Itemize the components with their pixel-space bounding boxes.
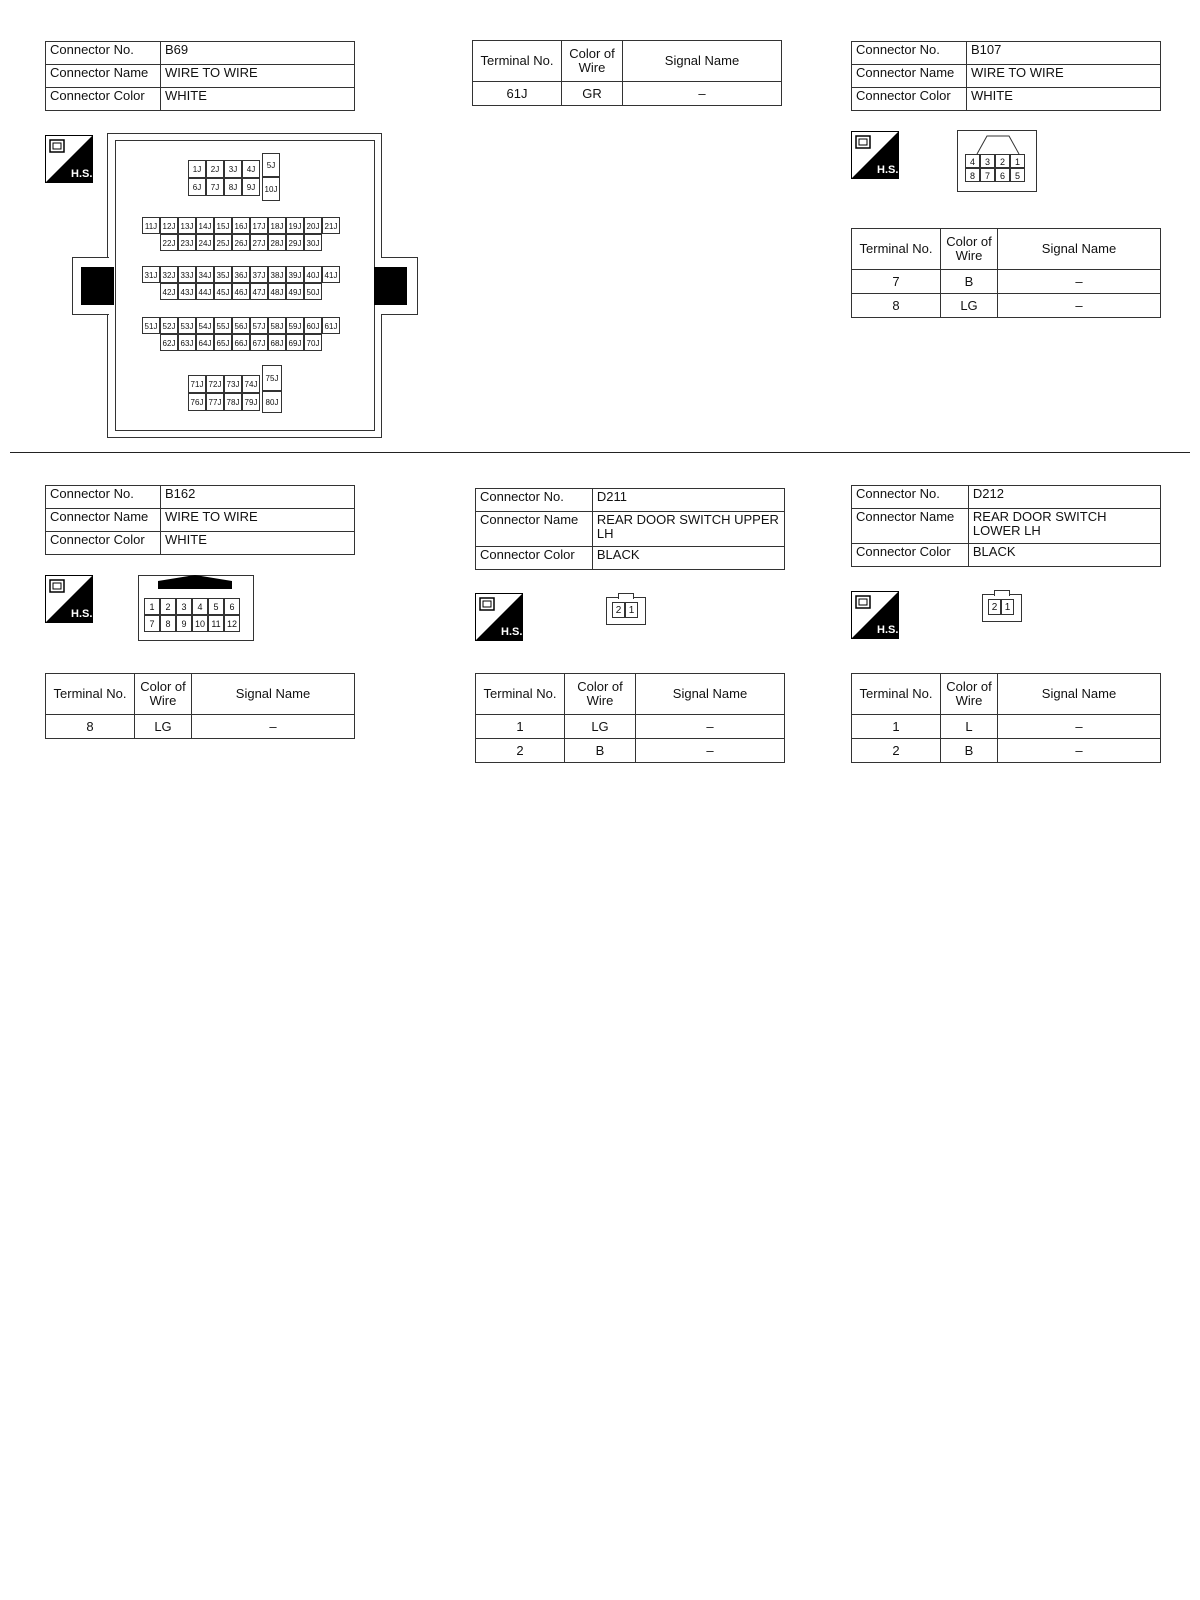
terminal-pin: 18J (268, 217, 286, 234)
terminal-pin: 7J (206, 178, 224, 196)
terminal-pin: 7 (980, 168, 995, 182)
terminal-pin: 8 (965, 168, 980, 182)
header-signal-name: Signal Name (998, 674, 1161, 715)
terminal-pin: 49J (286, 283, 304, 300)
terminal-pin: 5 (1010, 168, 1025, 182)
terminal-pin: 16J (232, 217, 250, 234)
terminal-pin: 10J (262, 177, 280, 201)
terminal-pin: 13J (178, 217, 196, 234)
harness-side-icon (475, 593, 523, 641)
connector-no-value: B69 (161, 42, 355, 65)
terminal-pin: 2 (160, 598, 176, 615)
harness-side-icon (851, 591, 899, 639)
terminal-pin: 37J (250, 266, 268, 283)
b69-connector-info (45, 41, 355, 111)
header-terminal-no: Terminal No. (852, 674, 941, 715)
terminal-pin: 7 (144, 615, 160, 632)
terminal-pin: 12J (160, 217, 178, 234)
wire-color-cell: LG (941, 294, 998, 318)
wire-color-cell: L (941, 715, 998, 739)
connector-color-value: WHITE (161, 88, 355, 111)
terminal-pin: 38J (268, 266, 286, 283)
terminal-pin: 41J (322, 266, 340, 283)
terminal-pin: 51J (142, 317, 160, 334)
terminal-pin: 1 (1001, 599, 1014, 615)
terminal-pin: 39J (286, 266, 304, 283)
header-signal-name: Signal Name (636, 674, 785, 715)
connector-no-value: B107 (967, 42, 1161, 65)
label-connector-name: Connector Name (46, 509, 161, 532)
terminal-pin: 46J (232, 283, 250, 300)
terminal-pin: 44J (196, 283, 214, 300)
terminal-pin: 12 (224, 615, 240, 632)
terminal-pin: 4 (965, 154, 980, 168)
connector-no-value: D212 (968, 486, 1160, 509)
svg-text:H.S.: H.S. (877, 164, 899, 176)
terminal-cell: 1 (852, 715, 941, 739)
connector-color-value: BLACK (592, 547, 784, 570)
header-terminal-no: Terminal No. (46, 674, 135, 715)
terminal-pin: 1 (144, 598, 160, 615)
label-connector-name: Connector Name (852, 65, 967, 88)
wire-color-cell: LG (135, 715, 192, 739)
d212-connector-face (982, 590, 1022, 622)
terminal-pin: 59J (286, 317, 304, 334)
terminal-pin: 65J (214, 334, 232, 351)
label-connector-name: Connector Name (476, 512, 593, 547)
terminal-pin: 72J (206, 375, 224, 393)
terminal-pin: 8 (160, 615, 176, 632)
terminal-cell: 2 (476, 739, 565, 763)
terminal-pin: 80J (262, 391, 282, 413)
terminal-pin: 11 (208, 615, 224, 632)
label-connector-no: Connector No. (46, 486, 161, 509)
harness-side-icon (851, 131, 899, 179)
terminal-pin: 50J (304, 283, 322, 300)
label-connector-color: Connector Color (852, 88, 967, 111)
terminal-pin: 60J (304, 317, 322, 334)
header-color-of-wire: Color of Wire (562, 41, 623, 82)
connector-color-value: WHITE (161, 532, 355, 555)
terminal-pin: 43J (178, 283, 196, 300)
harness-side-icon (45, 575, 93, 623)
terminal-pin: 29J (286, 234, 304, 251)
connector-name-value: WIRE TO WIRE (967, 65, 1161, 88)
header-signal-name: Signal Name (998, 229, 1161, 270)
signal-cell: – (998, 739, 1161, 763)
table-row (473, 82, 782, 106)
terminal-pin: 77J (206, 393, 224, 411)
terminal-pin: 1 (1010, 154, 1025, 168)
terminal-pin: 2 (995, 154, 1010, 168)
signal-cell: – (998, 270, 1161, 294)
terminal-pin: 6 (995, 168, 1010, 182)
terminal-pin: 1J (188, 160, 206, 178)
terminal-pin: 69J (286, 334, 304, 351)
terminal-pin: 34J (196, 266, 214, 283)
terminal-pin: 14J (196, 217, 214, 234)
b107-connector-info (851, 41, 1161, 111)
terminal-pin: 9 (176, 615, 192, 632)
signal-cell: – (998, 294, 1161, 318)
terminal-pin: 2 (988, 599, 1001, 615)
b162-connector-face (138, 575, 254, 641)
terminal-pin: 68J (268, 334, 286, 351)
connector-name-value: REAR DOOR SWITCH LOWER LH (968, 509, 1160, 544)
terminal-cell: 7 (852, 270, 941, 294)
terminal-pin: 62J (160, 334, 178, 351)
terminal-pin: 32J (160, 266, 178, 283)
label-connector-color: Connector Color (46, 532, 161, 555)
terminal-pin: 48J (268, 283, 286, 300)
terminal-pin: 66J (232, 334, 250, 351)
terminal-pin: 67J (250, 334, 268, 351)
header-signal-name: Signal Name (623, 41, 782, 82)
d211-connector-info (475, 488, 785, 570)
connector-name-value: WIRE TO WIRE (161, 65, 355, 88)
terminal-pin: 3J (224, 160, 242, 178)
terminal-pin: 4 (192, 598, 208, 615)
b69-connector-face (72, 133, 419, 438)
terminal-pin: 71J (188, 375, 206, 393)
label-connector-color: Connector Color (852, 544, 969, 567)
hs-label: H.S. (71, 168, 93, 180)
signal-cell: – (998, 715, 1161, 739)
header-signal-name: Signal Name (192, 674, 355, 715)
table-row (476, 739, 785, 763)
table-row (852, 270, 1161, 294)
terminal-pin: 20J (304, 217, 322, 234)
header-color-of-wire: Color of Wire (941, 229, 998, 270)
terminal-pin: 53J (178, 317, 196, 334)
connector-no-value: D211 (592, 489, 784, 512)
label-connector-no: Connector No. (852, 486, 969, 509)
connector-color-value: WHITE (967, 88, 1161, 111)
terminal-pin: 45J (214, 283, 232, 300)
connector-name-value: WIRE TO WIRE (161, 509, 355, 532)
terminal-pin: 36J (232, 266, 250, 283)
d211-terminal-table (475, 673, 785, 763)
terminal-pin: 26J (232, 234, 250, 251)
b162-terminal-table (45, 673, 355, 739)
terminal-pin: 47J (250, 283, 268, 300)
terminal-cell: 8 (852, 294, 941, 318)
wire-color-cell: B (941, 270, 998, 294)
terminal-pin: 54J (196, 317, 214, 334)
terminal-cell: 1 (476, 715, 565, 739)
connector-no-value: B162 (161, 486, 355, 509)
terminal-pin: 63J (178, 334, 196, 351)
wire-color-cell: LG (565, 715, 636, 739)
terminal-pin: 15J (214, 217, 232, 234)
terminal-pin: 33J (178, 266, 196, 283)
terminal-pin: 5J (262, 153, 280, 177)
header-color-of-wire: Color of Wire (565, 674, 636, 715)
terminal-pin: 24J (196, 234, 214, 251)
connector-color-value: BLACK (968, 544, 1160, 567)
terminal-pin: 19J (286, 217, 304, 234)
wire-color-cell: B (565, 739, 636, 763)
terminal-pin: 40J (304, 266, 322, 283)
terminal-pin: 10 (192, 615, 208, 632)
terminal-pin: 3 (176, 598, 192, 615)
label-connector-name: Connector Name (46, 65, 161, 88)
terminal-pin: 31J (142, 266, 160, 283)
b162-connector-info (45, 485, 355, 555)
b107-connector-face (957, 130, 1037, 192)
label-connector-no: Connector No. (852, 42, 967, 65)
terminal-cell: 61J (473, 82, 562, 106)
table-row (46, 715, 355, 739)
table-row (476, 715, 785, 739)
label-connector-name: Connector Name (852, 509, 969, 544)
d211-connector-face (606, 593, 646, 625)
terminal-pin: 23J (178, 234, 196, 251)
d212-connector-info (851, 485, 1161, 567)
terminal-pin: 6 (224, 598, 240, 615)
terminal-pin: 11J (142, 217, 160, 234)
terminal-pin: 21J (322, 217, 340, 234)
terminal-pin: 56J (232, 317, 250, 334)
terminal-pin: 25J (214, 234, 232, 251)
terminal-pin: 4J (242, 160, 260, 178)
terminal-pin: 3 (980, 154, 995, 168)
terminal-pin: 74J (242, 375, 260, 393)
signal-cell: – (636, 739, 785, 763)
label-connector-no: Connector No. (46, 42, 161, 65)
signal-cell: – (636, 715, 785, 739)
terminal-pin: 42J (160, 283, 178, 300)
wire-color-cell: GR (562, 82, 623, 106)
terminal-pin: 17J (250, 217, 268, 234)
table-row (852, 715, 1161, 739)
terminal-pin: 22J (160, 234, 178, 251)
terminal-pin: 73J (224, 375, 242, 393)
header-color-of-wire: Color of Wire (941, 674, 998, 715)
terminal-pin: 1 (625, 602, 638, 618)
terminal-pin: 9J (242, 178, 260, 196)
terminal-pin: 35J (214, 266, 232, 283)
terminal-pin: 57J (250, 317, 268, 334)
terminal-pin: 28J (268, 234, 286, 251)
terminal-pin: 70J (304, 334, 322, 351)
svg-text:H.S.: H.S. (71, 608, 93, 620)
terminal-pin: 78J (224, 393, 242, 411)
label-connector-no: Connector No. (476, 489, 593, 512)
d212-terminal-table (851, 673, 1161, 763)
table-row (852, 294, 1161, 318)
terminal-pin: 8J (224, 178, 242, 196)
b107-terminal-table (851, 228, 1161, 318)
terminal-cell: 8 (46, 715, 135, 739)
terminal-pin: 75J (262, 365, 282, 391)
terminal-pin: 52J (160, 317, 178, 334)
table-row (852, 739, 1161, 763)
terminal-pin: 58J (268, 317, 286, 334)
terminal-pin: 5 (208, 598, 224, 615)
terminal-pin: 2J (206, 160, 224, 178)
terminal-pin: 6J (188, 178, 206, 196)
header-terminal-no: Terminal No. (852, 229, 941, 270)
terminal-pin: 55J (214, 317, 232, 334)
terminal-pin: 79J (242, 393, 260, 411)
header-terminal-no: Terminal No. (473, 41, 562, 82)
terminal-cell: 2 (852, 739, 941, 763)
section-divider (10, 452, 1190, 453)
terminal-pin: 27J (250, 234, 268, 251)
svg-text:H.S.: H.S. (877, 624, 899, 636)
wire-color-cell: B (941, 739, 998, 763)
signal-cell: – (192, 715, 355, 739)
svg-text:H.S.: H.S. (501, 626, 523, 638)
label-connector-color: Connector Color (46, 88, 161, 111)
header-terminal-no: Terminal No. (476, 674, 565, 715)
terminal-pin: 76J (188, 393, 206, 411)
terminal-pin: 2 (612, 602, 625, 618)
label-connector-color: Connector Color (476, 547, 593, 570)
signal-cell: – (623, 82, 782, 106)
terminal-pin: 64J (196, 334, 214, 351)
connector-name-value: REAR DOOR SWITCH UPPER LH (592, 512, 784, 547)
b69-terminal-table (472, 40, 782, 106)
terminal-pin: 61J (322, 317, 340, 334)
terminal-pin: 30J (304, 234, 322, 251)
header-color-of-wire: Color of Wire (135, 674, 192, 715)
